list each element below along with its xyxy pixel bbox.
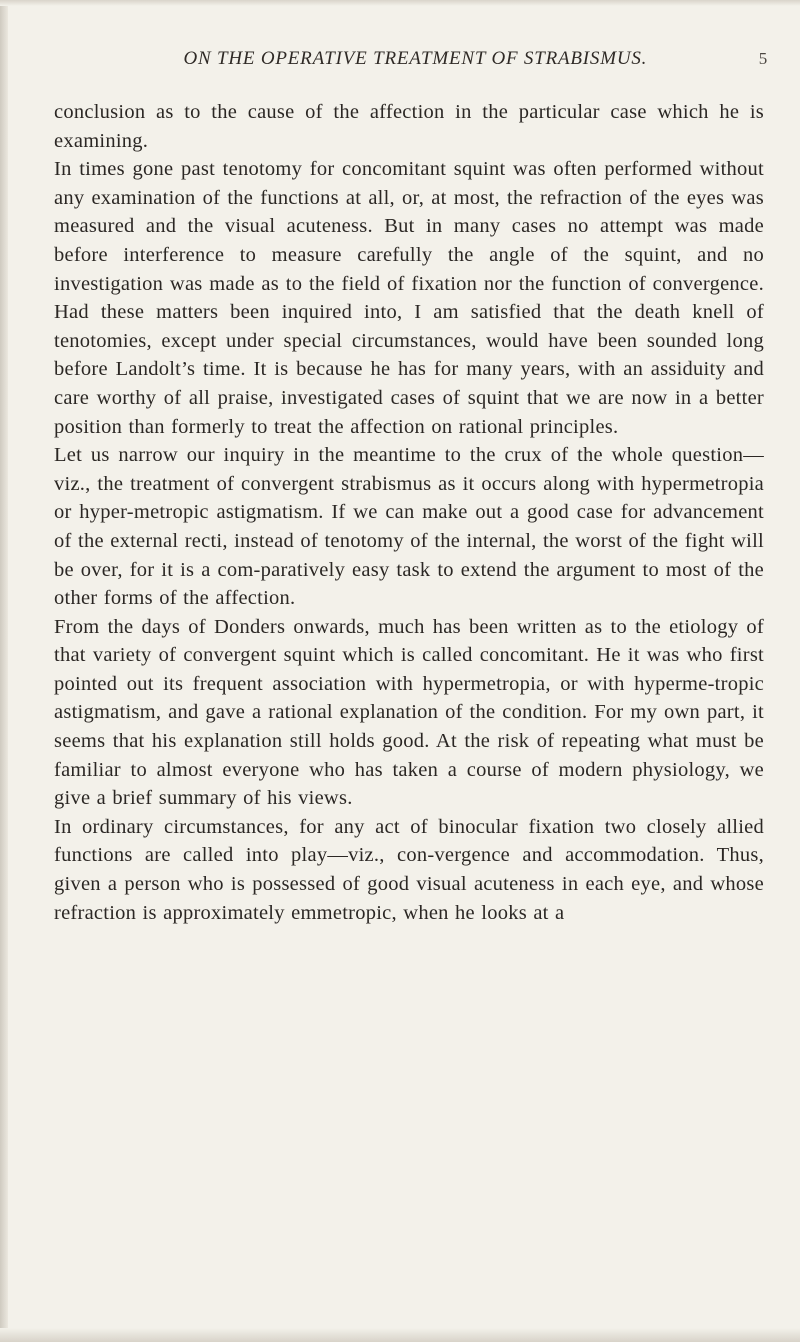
page-shadow xyxy=(0,0,8,1342)
page-edge-bottom xyxy=(0,1328,800,1342)
paragraph: Let us narrow our inquiry in the meantime to the crux of the whole question—viz., the treatment of convergent strabismus as it occurs along with hypermetropia or hyper-metropic astigmatism. If we can make out a good case for advancement of the external recti, instead of tenotomy of the internal, the worst of the fight will be over, for it is a com-paratively easy task to extend the argument to most of the other forms of the affection. xyxy=(54,444,764,610)
paragraph: In times gone past tenotomy for concomitant squint was often performed without any examination of the functions at all, or, at most, the refraction of the eyes was measured and the visual acuteness. But in many cases no attempt was made before interference to measure carefully the angle of the squint, and no investigation was made as to the field of fixation nor the function of convergence. Had these matters been inquired into, I am satisfied that the death knell of tenotomies, except under special circumstances, would have been sounded long before Landolt’s time. It is because he has for many years, with an assiduity and care worthy of all praise, investigated cases of squint that we are now in a better position than formerly to treat the affection on rational principles. xyxy=(54,158,764,438)
paragraph: In ordinary circumstances, for any act of binocular fixation two closely allied functions are called into play—viz., con-vergence and accommodation. Thus, given a person who is possessed of good visual acuteness in each eye, and whose refraction is approximately emmetropic, when he looks at a xyxy=(54,815,764,924)
paragraph: conclusion as to the cause of the affection in the particular case which he is examining. xyxy=(54,101,764,152)
body-text xyxy=(54,98,764,927)
page-number: 5 xyxy=(758,49,768,68)
running-head-title: ON THE OPERATIVE TREATMENT OF STRABISMUS. xyxy=(183,48,648,69)
page-edge-top xyxy=(0,0,800,6)
paragraph: From the days of Donders onwards, much has been written as to the etiology of that variety of convergent squint which is called concomitant. He it was who first pointed out its frequent association with hypermetropia, or with hyperme-tropic astigmatism, and gave a rational explanation of the condition. For my own part, it seems that his explanation still holds good. At the risk of repeating what must be familiar to almost everyone who has taken a course of modern physiology, we give a brief summary of his views. xyxy=(54,615,764,810)
running-head xyxy=(40,48,768,76)
